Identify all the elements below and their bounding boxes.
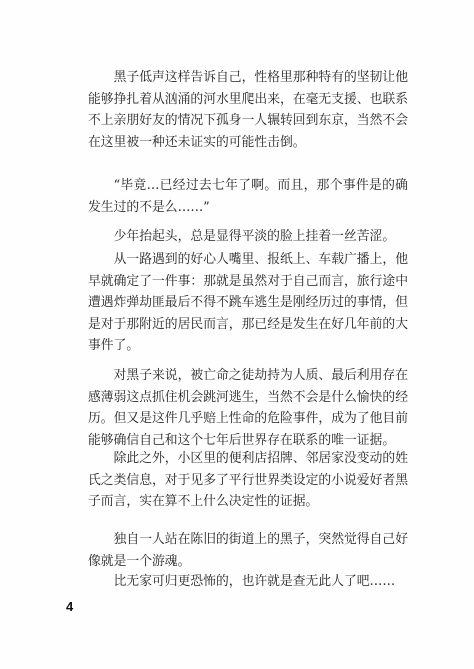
- text-line: “毕竟…已经过去七年了啊。而且，那个事件是的确: [113, 178, 408, 193]
- page-number: 4: [66, 599, 74, 614]
- text-line: 历。但又是这件几乎赔上性命的危险事件，成为了他目前: [88, 411, 408, 426]
- text-line: 能够确信自己和这个七年后世界存在联系的唯一证据。: [88, 432, 396, 448]
- text-line: 能够挣扎着从汹涌的河水里爬出来，在毫无支援、也联系: [88, 91, 408, 107]
- text-line: 独自一人站在陈旧的街道上的黑子，突然觉得自己好: [113, 532, 408, 547]
- text-line: 除此之外，小区里的便利店招牌、邻居家没变动的姓: [113, 451, 408, 466]
- text-line: 对黑子来说，被亡命之徒劫持为人质、最后利用存在: [113, 368, 408, 383]
- paragraph: [88, 175, 408, 218]
- text-line: 像就是一个游魂。: [88, 553, 191, 569]
- text-line: 少年抬起头，总是显得平淡的脸上挂着一丝苦涩。: [113, 229, 396, 244]
- paragraph: [88, 249, 408, 357]
- text-line: 氏之类信息，对于见多了平行世界类设定的小说爱好者黑: [88, 472, 408, 488]
- text-line: 子而言，实在算不上什么决定性的证据。: [88, 494, 319, 509]
- text-line: 在这里被一种还未证实的可能性击倒。: [88, 134, 306, 150]
- paragraph: [88, 226, 408, 248]
- paragraph: [88, 365, 408, 451]
- paragraph: [88, 448, 408, 513]
- text-line: 黑子低声这样告诉自己，性格里那种特有的坚韧让他: [113, 70, 408, 85]
- text-line: 感薄弱这点抓住机会跳河逃生，当然不会是什么愉快的经: [88, 389, 408, 405]
- text-line: 从一路遇到的好心人嘴里、报纸上、车载广播上，他: [113, 252, 408, 267]
- text-line: 早就确定了一件事：那就是虽然对于自己而言，旅行途中: [88, 273, 408, 289]
- text-line: 发生过的不是么……”: [88, 199, 210, 215]
- text-line: 是对于那附近的居民而言，那已经是发生在好几年前的大: [88, 316, 408, 332]
- text-line: 事件了。: [88, 338, 140, 353]
- paragraph: [88, 571, 408, 593]
- text-line: 遭遇炸弹劫匪最后不得不跳车逃生是刚经历过的事情，但: [88, 295, 408, 310]
- text-line: 不上亲朋好友的情况下孤身一人辗转回到东京，当然不会: [88, 113, 408, 128]
- paragraph: [88, 529, 408, 572]
- paragraph: [88, 67, 408, 153]
- text-line: 比无家可归更恐怖的，也许就是查无此人了吧……: [113, 574, 396, 589]
